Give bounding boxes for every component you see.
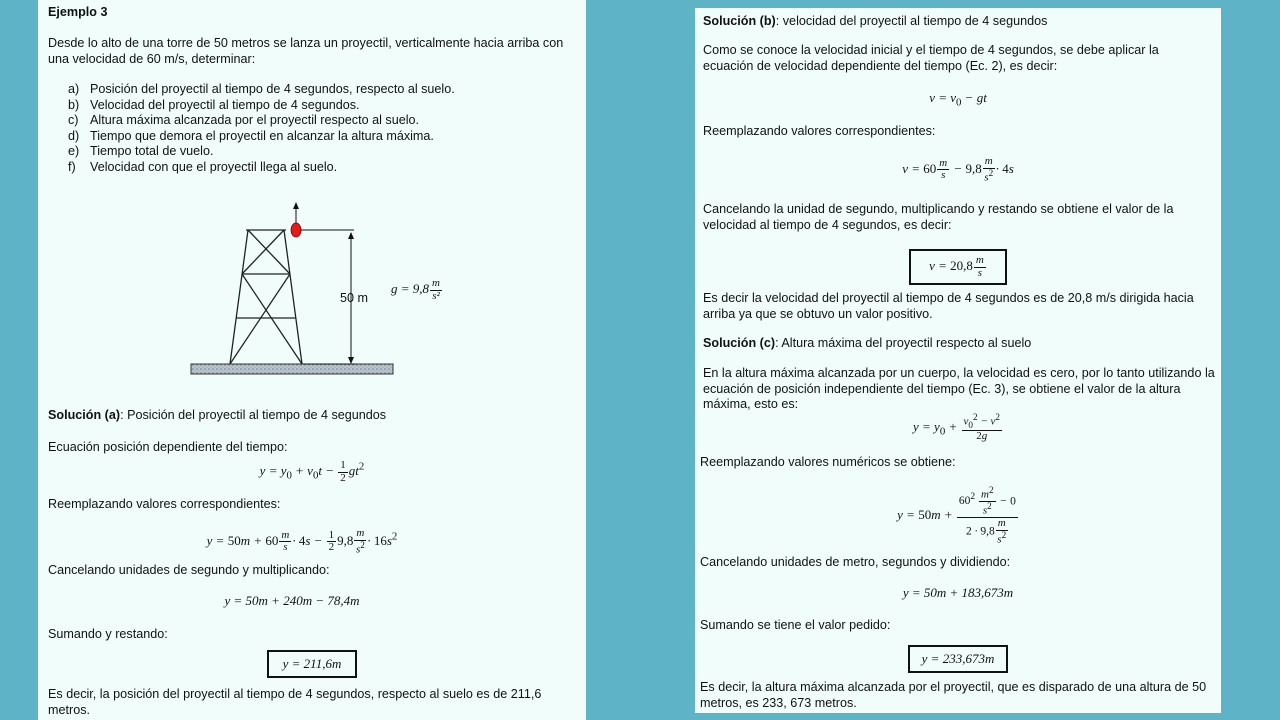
list-item: e) Tiempo total de vuelo. (68, 144, 214, 159)
replace-text: Reemplazando valores correspondientes: (48, 497, 281, 511)
max-height-equation: $y = y_0$ + $\frac{v_0^2 - v^2}{2g}$ (913, 412, 1000, 443)
intro-text: Desde lo alto de una torre de 50 metros se lanza un proyectil, verticalmente hacia arriba con una velocidad de 60 m/s, determinar: (48, 36, 564, 66)
solution-c-conclusion: Es decir, la altura máxima alcanzada por el proyectil, que es disparado de una altura de 50 metros, es 233, 673 metros. (700, 680, 1207, 710)
solution-c-cancel-text: Cancelando unidades de metro, segundos y dividiendo: (700, 555, 1011, 569)
list-item: d) Tiempo que demora el proyectil en alcanzar la altura máxima. (68, 128, 434, 143)
solution-c-intro: En la altura máxima alcanzada por un cuerpo, la velocidad es cero, por lo tanto utilizando la ecuación de posición independiente del tiempo (Ec. 3), se obtiene el valor de la altura máxima, esto es: (703, 366, 1215, 412)
list-item: b) Velocidad del proyectil al tiempo de 4 segundos. (68, 97, 360, 112)
result-box: y = 211,6m (267, 650, 358, 678)
projectile-ball (291, 223, 301, 237)
question-list (68, 82, 568, 176)
solution-b-cancel-text: Cancelando la unidad de segundo, multiplicando y restando se obtiene el valor de la velocidad al tiempo de 4 segundos, es decir: (703, 202, 1174, 232)
sum-text: Sumando y restando: (48, 627, 168, 641)
solution-b-replace-text: Reemplazando valores correspondientes: (703, 124, 936, 138)
max-height-simplified-equation: y = 50m + 183,673m (902, 585, 1014, 600)
velocity-result-box: v = 20,8 $\frac{m}{s}$ (909, 249, 1007, 285)
tower-diagram (188, 196, 488, 378)
right-page (695, 8, 1221, 713)
velocity-equation: $v = v_0$ − gt (929, 90, 987, 109)
list-item: a) Posición del proyectil al tiempo de 4 segundos, respecto al suelo. (68, 82, 455, 96)
solution-c-sum-text: Sumando se tiene el valor pedido: (700, 618, 891, 632)
height-label: 50 m (340, 291, 368, 305)
cancel-text: Cancelando unidades de segundo y multiplicando: (48, 563, 330, 577)
velocity-replaced-equation: v = 60 $\frac{m}{s}$ − 9,8 $\frac{m}{s^2}$ · 4s (902, 155, 1014, 184)
list-item: c) Altura máxima alcanzada por el proyectil respecto al suelo. (68, 113, 419, 128)
solution-b-conclusion: Es decir la velocidad del proyectil al tiempo de 4 segundos es de 20,8 m/s dirigida hacia arriba ya que se obtuvo un valor positivo. (703, 291, 1194, 321)
solution-c-heading: Solución (c): Altura máxima del proyectil respecto al suelo (703, 336, 1032, 350)
max-height-replaced-equation: y = 50m + $60^2$ $\frac{m^2}{s^2}$ − 0 2 · 9,8 $\frac{m}{s^2}$ (897, 485, 1016, 546)
ground-block (191, 364, 393, 374)
gravity-label: g = 9,8 $\frac{m}{\text{s²}}$ (391, 277, 440, 302)
solution-b-heading: Solución (b): velocidad del proyectil al tiempo de 4 segundos (703, 14, 1048, 28)
max-height-result-box: y = 233,673m (908, 645, 1009, 673)
solution-b-intro: Como se conoce la velocidad inicial y el tiempo de 4 segundos, se debe aplicar la ecuación de velocidad dependiente del tiempo (Ec. 2), es decir: (703, 43, 1159, 73)
equation-time-text: Ecuación posición dependiente del tiempo: (48, 440, 288, 454)
solution-c-replace-text: Reemplazando valores numéricos se obtiene: (700, 455, 956, 469)
solution-a-heading: Solución (a): Posición del proyectil al tiempo de 4 segundos (48, 408, 387, 422)
left-page (38, 0, 586, 720)
tower-frame (230, 230, 302, 364)
list-item: f) Velocidad con que el proyectil llega al suelo. (68, 160, 338, 175)
conclusion-text: Es decir, la posición del proyectil al tiempo de 4 segundos, respecto al suelo es de 211,6 metros. (48, 687, 542, 717)
example-title: Ejemplo 3 (48, 5, 108, 19)
simplified-equation: y = 50m + 240m − 78,4m (224, 593, 360, 608)
replaced-equation: y = 50m + 60 $\frac{m}{s}$ · 4s − $\frac{1}{2}$ 9,8 $\frac{m}{s^2}$ · $16s^2$ (206, 527, 398, 556)
position-equation: $y = y_0 + v_0t$ − $\frac{1}{2}$ $gt^2$ (259, 459, 365, 484)
